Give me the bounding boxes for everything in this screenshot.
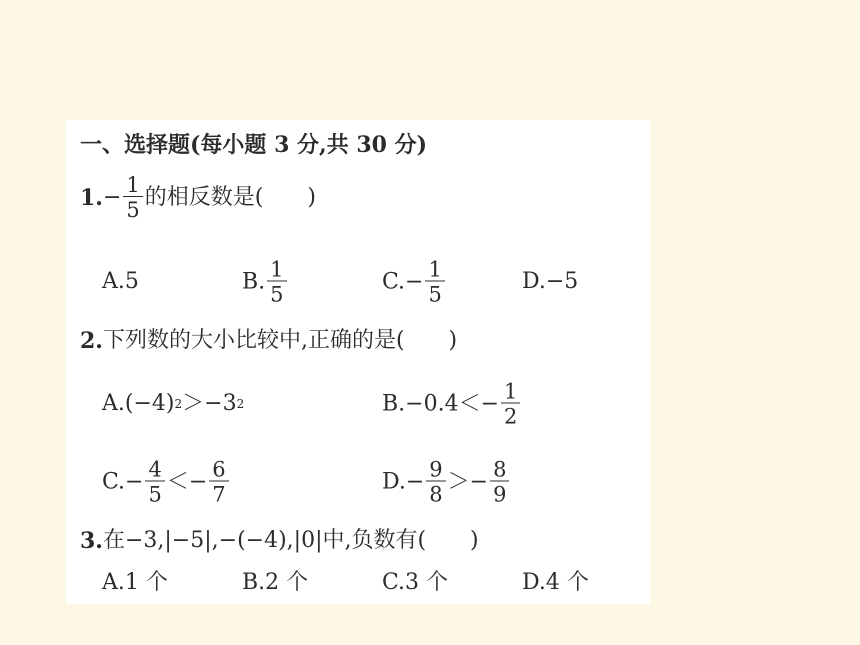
numerator: 1	[126, 173, 140, 197]
option-a[interactable]	[102, 269, 139, 295]
option-d[interactable]	[522, 570, 589, 596]
numerator: 4	[148, 457, 162, 482]
option-label: A.	[102, 391, 125, 416]
option-label: D.	[522, 570, 546, 595]
option-text: −5	[545, 269, 579, 294]
expr-part: −0.4＜−	[405, 391, 500, 416]
fraction	[267, 259, 286, 306]
fraction	[501, 381, 520, 428]
option-label: D.	[382, 469, 406, 494]
numerator: 9	[429, 457, 443, 482]
option-c[interactable]	[382, 570, 448, 596]
option-label: A.	[102, 269, 125, 294]
numerator: 8	[493, 457, 507, 482]
option-text: 4 个	[545, 570, 589, 595]
numerator: 6	[212, 457, 226, 482]
expr-part: ＞−3	[182, 391, 237, 416]
option-c[interactable]	[102, 459, 231, 506]
option-label: B.	[242, 269, 266, 294]
fraction	[490, 459, 509, 506]
question-number: 3.	[80, 528, 103, 554]
option-text: 2 个	[265, 570, 309, 595]
option-text: 1 个	[124, 570, 168, 595]
stem-text: 在−3,|−5|,−(−4),|0|中,负数有( )	[102, 528, 479, 553]
comparison-operator: ＞−	[447, 469, 489, 494]
option-label: C.	[382, 269, 406, 294]
stem-text: 下列数的大小比较中,正确的是( )	[102, 328, 458, 353]
denominator: 8	[426, 481, 445, 506]
option-label: A.	[102, 570, 125, 595]
section-title: 一、选择题(每小题 3 分,共 30 分)	[80, 132, 428, 158]
denominator: 5	[123, 196, 142, 221]
option-d[interactable]	[382, 459, 511, 506]
exponent: 2	[236, 397, 245, 411]
question-3-stem	[80, 528, 479, 554]
expr-part: (−4)	[124, 391, 175, 416]
numerator: 1	[428, 257, 442, 282]
denominator: 5	[145, 481, 164, 506]
worksheet-paper	[66, 120, 650, 604]
minus-sign: −	[102, 184, 122, 210]
option-label: C.	[102, 469, 126, 494]
option-a[interactable]	[102, 391, 244, 417]
option-label: C.	[382, 570, 406, 595]
fraction	[145, 459, 164, 506]
minus-sign: −	[125, 469, 144, 494]
denominator: 5	[267, 281, 286, 306]
option-label: D.	[522, 269, 546, 294]
option-b[interactable]	[242, 259, 289, 306]
exponent: 2	[174, 397, 183, 411]
option-text: 3 个	[405, 570, 449, 595]
question-1-stem	[80, 174, 316, 221]
fraction	[426, 459, 445, 506]
option-b[interactable]	[242, 570, 308, 596]
minus-sign: −	[405, 469, 425, 494]
option-d[interactable]	[522, 269, 578, 295]
denominator: 5	[425, 281, 444, 306]
option-label: B.	[382, 391, 406, 416]
question-number: 2.	[80, 328, 103, 354]
question-2-stem	[80, 328, 457, 354]
option-b[interactable]	[382, 381, 522, 428]
fraction	[123, 174, 142, 221]
numerator: 1	[270, 257, 284, 282]
option-text: 5	[124, 269, 139, 294]
denominator: 7	[209, 481, 228, 506]
comparison-operator: ＜−	[166, 469, 208, 494]
numerator: 1	[504, 379, 518, 404]
minus-sign: −	[405, 269, 424, 294]
stem-text: 的相反数是( )	[144, 184, 316, 210]
option-label: B.	[242, 570, 266, 595]
fraction	[425, 259, 444, 306]
denominator: 9	[490, 481, 509, 506]
denominator: 2	[501, 403, 520, 428]
fraction	[209, 459, 228, 506]
option-c[interactable]	[382, 259, 447, 306]
question-number: 1.	[80, 184, 103, 211]
option-a[interactable]	[102, 570, 168, 596]
